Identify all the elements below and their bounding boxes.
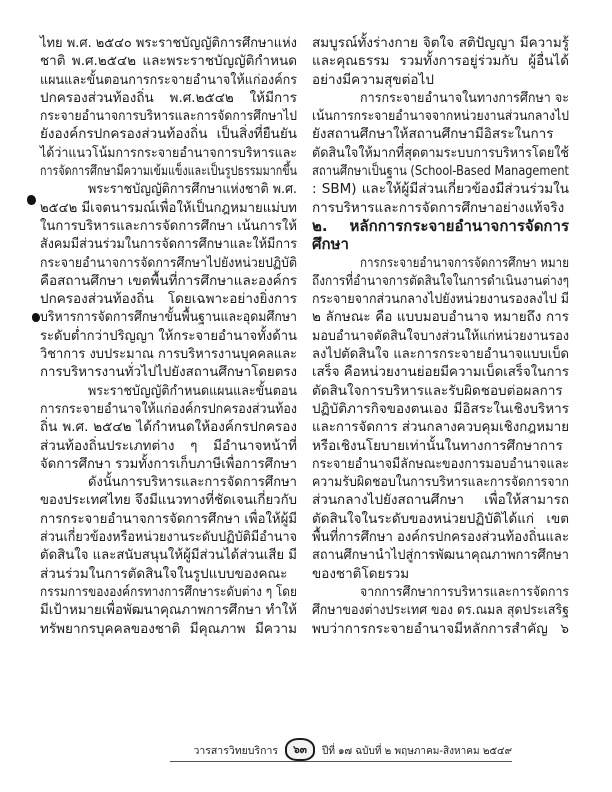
text-line	[312, 437, 569, 455]
line-text: เน้นการกระจายอำนาจจากหน่วยงานส่วนกลางไป	[312, 108, 569, 125]
text-line	[312, 144, 569, 162]
line-text: ส่วนร่วมในการตัดสินใจในรูปแบบของคณะ	[40, 565, 288, 582]
text-line	[312, 601, 569, 619]
line-text: และการจัดการ ส่วนกลางควบคุมเชิงกฎหมาย	[312, 419, 569, 436]
text-line	[40, 382, 297, 400]
line-text: ตัดสินใจการบริหารและรับผิดชอบต่อผลการ	[312, 382, 563, 399]
text-line	[40, 34, 297, 52]
text-line	[40, 473, 297, 491]
line-text: กระจายอำนาจมีลักษณะของการมอบอำนาจและ	[312, 455, 569, 472]
line-text: ได้ว่าแนวโน้มการกระจายอำนาจการบริหารและ	[40, 144, 297, 161]
text-line	[40, 546, 297, 564]
text-line	[312, 528, 569, 546]
line-text: ความรับผิดชอบในการบริหารและการจัดการจาก	[312, 474, 569, 491]
line-text: สถานศึกษาเป็นฐาน (School-Based Management	[312, 163, 569, 180]
line-text: การบริหารและการจัดการศึกษาอย่างแท้จริง	[312, 199, 565, 216]
text-line	[40, 601, 297, 619]
line-text: การจัดการศึกษามีความเข้มแข็งและเป็นรูปธรรมมากขึ้น	[40, 163, 297, 180]
footer-journal	[150, 745, 278, 758]
page-footer	[0, 738, 612, 764]
line-text: และคุณธรรม รวมทั้งการอยู่ร่วมกับ ผู้อื่นได้	[312, 53, 569, 70]
line-text: ปกครองส่วนท้องถิ่น พ.ศ.๒๕๔๒ ให้มีการ	[40, 89, 297, 106]
line-text: อย่างมีความสุขต่อไป	[312, 71, 434, 88]
text-line	[312, 473, 569, 491]
line-text: สถานศึกษานำไปสู่การพัฒนาคุณภาพการศึกษา	[312, 547, 569, 564]
text-line	[40, 620, 297, 638]
text-line	[40, 510, 297, 528]
line-text: ส่วนท้องถิ่นประเภทต่าง ๆ มีอำนาจหน้าที่	[40, 437, 297, 454]
heading-line	[312, 217, 569, 235]
journal-title: วารสารวิทยบริการ	[193, 745, 278, 757]
scan-mark	[32, 313, 40, 322]
line-text: สังคมมีส่วนร่วมในการจัดการศึกษาและให้มีการ	[40, 236, 297, 253]
text-line	[312, 345, 569, 363]
text-line	[312, 491, 569, 509]
text-line	[40, 491, 297, 509]
line-text: ปฏิบัติภารกิจของตนเอง มีอิสระในเชิงบริหาร	[312, 400, 569, 417]
line-text: การกระจายอำนาจการจัดการศึกษา เพื่อให้ผู้มี	[40, 510, 297, 527]
line-text: กระจายอำนาจการจัดการศึกษาไปยังหน่วยปฏิบัติ	[40, 254, 297, 271]
text-line	[312, 510, 569, 528]
line-text: มีเป้าหมายเพื่อพัฒนาคุณภาพการศึกษา ทำให้	[40, 602, 297, 619]
text-line	[312, 546, 569, 564]
line-text: ชาติ พ.ศ.๒๕๔๒ และพระราชบัญญัติกำหนด	[40, 53, 297, 70]
line-text: ตัดสินใจให้มากที่สุดตามระบบการบริหารโดยใช้	[312, 144, 569, 161]
text-line	[40, 290, 297, 308]
line-text: ยังองค์กรปกครองส่วนท้องถิ่น เป็นสิ่งที่ยืนยัน	[40, 126, 297, 143]
text-line	[40, 363, 297, 381]
footer-rule	[170, 761, 512, 762]
line-text: จากการศึกษาการบริหารและการจัดการ	[360, 583, 569, 600]
text-line	[312, 199, 569, 217]
text-line	[312, 363, 569, 381]
text-line	[312, 89, 569, 107]
text-line	[40, 52, 297, 70]
text-line	[40, 89, 297, 107]
text-line	[312, 455, 569, 473]
line-text: ระดับต่ำกว่าปริญญา ให้กระจายอำนาจทั้งด้าน	[40, 327, 297, 344]
text-line	[40, 162, 297, 180]
line-text: กระจายอำนาจการบริหารและการจัดการศึกษาไป	[40, 108, 297, 125]
line-text: ตัดสินใจในระดับของหน่วยปฏิบัติได้แก่ เขต	[312, 510, 569, 527]
text-line	[312, 162, 569, 180]
line-text: : SBM) และให้ผู้มีส่วนเกี่ยวข้องมีส่วนร่วมใน	[312, 181, 569, 198]
text-line	[312, 125, 569, 143]
line-text: สมบูรณ์ทั้งร่างกาย จิตใจ สติปัญญา มีความรู้	[312, 35, 569, 51]
line-text: กรรมการขององค์กรทางการศึกษาระดับต่าง ๆ โดย	[40, 583, 297, 600]
text-line	[40, 327, 297, 345]
scan-mark	[27, 195, 36, 205]
line-text: หรือเชิงนโยบายเท่านั้นในทางการศึกษาการ	[312, 437, 563, 454]
text-line	[312, 620, 569, 638]
text-line	[312, 290, 569, 308]
line-text: ๒ ลักษณะ คือ แบบมอบอำนาจ หมายถึง การ	[312, 309, 569, 326]
text-line	[40, 199, 297, 217]
line-text: พื้นที่การศึกษา องค์กรปกครองส่วนท้องถิ่นและ	[312, 529, 569, 546]
text-line	[40, 418, 297, 436]
heading-text: ศึกษา	[312, 235, 349, 254]
line-text: มอบอำนาจตัดสินใจบางส่วนให้แก่หน่วยงานรอง	[312, 327, 569, 344]
text-line	[40, 217, 297, 235]
paragraph	[40, 473, 297, 638]
issue-info: ปีที่ ๑๗ ฉบับที่ ๒ พฤษภาคม-สิงหาคม ๒๕๔๙	[322, 745, 512, 757]
text-line	[312, 418, 569, 436]
text-line	[40, 528, 297, 546]
text-line	[312, 327, 569, 345]
line-text: ส่วนเกี่ยวข้องหรือหน่วยงานระดับปฏิบัติมีอำนาจ	[40, 529, 297, 546]
text-line	[40, 345, 297, 363]
line-text: ของประเทศไทย จึงมีแนวทางที่ชัดเจนเกี่ยวกับ	[40, 492, 297, 509]
text-line	[312, 52, 569, 70]
text-line	[40, 455, 297, 473]
paragraph	[312, 254, 569, 583]
line-text: บริหารการจัดการศึกษาขั้นพื้นฐานและอุดมศึกษา	[40, 309, 297, 326]
text-line	[312, 583, 569, 601]
right-column	[312, 34, 569, 638]
text-line	[312, 71, 569, 89]
text-line	[40, 254, 297, 272]
line-text: ทรัพยากรบุคคลของชาติ มีคุณภาพ มีความ	[40, 620, 297, 637]
line-text: การกระจายอำนาจในทางการศึกษา จะ	[360, 89, 569, 106]
line-text: ไทย พ.ศ. ๒๕๔๐ พระราชบัญญัติการศึกษาแห่ง	[40, 35, 297, 51]
line-text: ตัดสินใจ และสนับสนุนให้ผู้มีส่วนได้ส่วนเสีย มี	[40, 547, 297, 564]
text-line	[40, 144, 297, 162]
paragraph	[312, 89, 569, 217]
line-text: ปกครองส่วนท้องถิ่น โดยเฉพาะอย่างยิ่งการ	[40, 291, 297, 308]
line-text: การกระจายอำนาจการจัดการศึกษา หมาย	[360, 254, 569, 271]
text-line	[312, 34, 569, 52]
paragraph	[40, 34, 297, 180]
text-line	[312, 400, 569, 418]
text-line	[40, 180, 297, 198]
line-text: ยังสถานศึกษาให้สถานศึกษามีอิสระในการ	[312, 126, 554, 143]
text-line	[40, 583, 297, 601]
paragraph	[312, 583, 569, 638]
line-text: พระราชบัญญัติกำหนดแผนและขั้นตอน	[88, 382, 297, 399]
text-line	[40, 235, 297, 253]
line-text: ในการบริหารและการจัดการศึกษา เน้นการให้	[40, 217, 297, 234]
footer-issue	[322, 745, 512, 758]
line-text: การบริหารงานทั่วไปไปยังสถานศึกษาโดยตรง	[40, 364, 297, 381]
text-line	[40, 71, 297, 89]
line-text: ๒๕๔๒ มีเจตนารมณ์เพื่อให้เป็นกฎหมายแม่บท	[40, 199, 297, 216]
line-text: ส่วนกลางไปยังสถานศึกษา เพื่อให้สามารถ	[312, 492, 569, 509]
text-line	[312, 254, 569, 272]
line-text: พระราชบัญญัติการศึกษาแห่งชาติ พ.ศ.	[88, 181, 297, 198]
text-line	[312, 382, 569, 400]
text-line	[40, 308, 297, 326]
line-text: พบว่าการกระจายอำนาจมีหลักการสำคัญ ๖	[312, 620, 569, 637]
paragraph	[40, 180, 297, 381]
text-line	[312, 180, 569, 198]
line-text: ถึงการที่อำนาจการตัดสินใจในการดำเนินงานต่างๆ	[312, 272, 569, 289]
line-text: ศึกษาของต่างประเทศ ของ ดร.ณมล สุดประเสริฐ	[312, 602, 569, 619]
line-text: กระจายจากส่วนกลางไปยังหน่วยงานรองลงไป มี	[312, 291, 569, 308]
line-text: วิชาการ งบประมาณ การบริหารงานบุคคลและ	[40, 346, 297, 363]
line-text: ดังนั้นการบริหารและการจัดการศึกษา	[88, 474, 297, 491]
line-text: ถิ่น พ.ศ. ๒๕๔๒ ได้กำหนดให้องค์กรปกครอง	[40, 419, 297, 436]
text-line	[312, 272, 569, 290]
text-line	[40, 125, 297, 143]
line-text: คือสถานศึกษา เขตพื้นที่การศึกษาและองค์กร	[40, 272, 298, 289]
line-text: ของชาติโดยรวม	[312, 565, 410, 582]
page-number: ๖๓	[293, 744, 307, 756]
section-heading	[312, 217, 569, 254]
text-line	[40, 272, 297, 290]
heading-text: ๒. หลักการกระจายอำนาจการจัดการ	[312, 216, 569, 235]
text-line	[312, 565, 569, 583]
line-text: ลงไปตัดสินใจ และการกระจายอำนาจแบบเบ็ด	[312, 346, 569, 363]
line-text: การกระจายอำนาจให้แก่องค์กรปกครองส่วนท้อง	[40, 400, 297, 417]
line-text: เสร็จ คือหน่วยงานย่อยมีความเบ็ดเสร็จในการ	[312, 364, 569, 381]
line-text: จัดการศึกษา รวมทั้งการเก็บภาษีเพื่อการศึกษา	[40, 455, 297, 472]
paragraph	[40, 382, 297, 473]
text-line	[40, 107, 297, 125]
page-number-badge	[285, 738, 315, 761]
text-line	[312, 107, 569, 125]
left-column	[40, 34, 297, 638]
text-line	[40, 400, 297, 418]
text-line	[40, 437, 297, 455]
paragraph	[312, 34, 569, 89]
text-line	[312, 308, 569, 326]
text-line	[40, 565, 297, 583]
line-text: แผนและขั้นตอนการกระจายอำนาจให้แก่องค์กร	[40, 71, 297, 88]
heading-line	[312, 235, 569, 253]
